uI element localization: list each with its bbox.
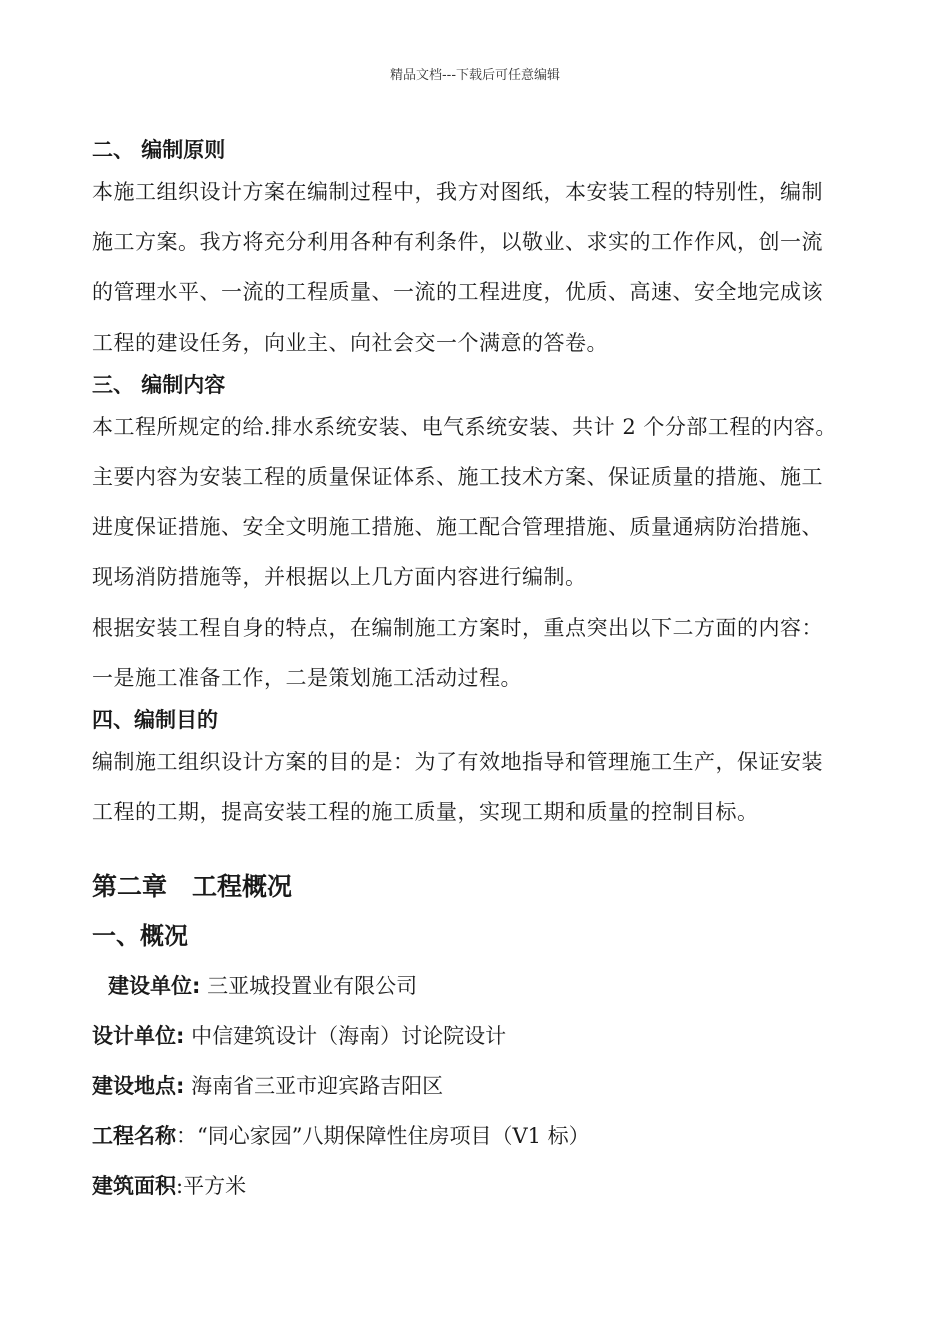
- info-value: 三亚城投置业有限公司: [200, 974, 418, 999]
- info-key: 建设单位:: [108, 974, 201, 999]
- paragraph-line: 根据安装工程自身的特点，在编制施工方案时，重点突出以下二方面的内容：: [92, 615, 823, 640]
- info-value: ：“同心家园”八期保障性住房项目（V1 标）: [176, 1124, 590, 1149]
- chapter-title: 第二章 工程概况: [92, 872, 293, 902]
- paragraph-line: 编制施工组织设计方案的目的是：为了有效地指导和管理施工生产，保证安装: [92, 750, 823, 775]
- paragraph-line: 本施工组织设计方案在编制过程中，我方对图纸，本安装工程的特别性，编制: [92, 180, 823, 204]
- info-key: 设计单位:: [92, 1024, 185, 1049]
- info-row-location: [92, 1061, 862, 1111]
- paragraph-line: 工程的工期，提高安装工程的施工质量，实现工期和质量的控制目标。: [92, 800, 759, 825]
- info-key: 工程名称: [92, 1124, 176, 1149]
- paragraph-line: 现场消防措施等，并根据以上几方面内容进行编制。: [92, 565, 587, 590]
- info-value: 中信建筑设计（海南）讨论院设计: [184, 1024, 507, 1049]
- paragraph-line: 主要内容为安装工程的质量保证体系、施工技术方案、保证质量的措施、施工: [92, 465, 823, 490]
- section-title-content: 三、 编制内容: [92, 372, 226, 397]
- document-body: [92, 133, 862, 1211]
- info-value: 海南省三亚市迎宾路吉阳区: [184, 1074, 444, 1099]
- info-row-project-name: [92, 1111, 862, 1161]
- paragraph-line: 的管理水平、一流的工程质量、一流的工程进度，优质、高速、安全地完成该: [92, 280, 823, 305]
- paragraph-line: 工程的建设任务，向业主、向社会交一个满意的答卷。: [92, 330, 608, 355]
- section-title-purpose: 四、编制目的: [92, 708, 218, 733]
- overview-title: 一、概况: [92, 922, 188, 951]
- paragraph-line: 进度保证措施、安全文明施工措施、施工配合管理措施、质量通病防治措施、: [92, 515, 823, 540]
- page-header: 精品文档---下载后可任意编辑: [389, 68, 561, 83]
- info-key: 建设地点:: [92, 1074, 185, 1099]
- info-row-designer: [92, 1011, 862, 1061]
- info-row-floor-area: [92, 1161, 862, 1211]
- info-key: 建筑面积: [92, 1174, 176, 1199]
- section-title-principles: 二、 编制原则: [92, 138, 226, 162]
- info-row-developer: [92, 961, 862, 1011]
- paragraph-line: 施工方案。我方将充分利用各种有利条件，以敬业、求实的工作作风，创一流: [92, 230, 823, 255]
- paragraph-line: 一是施工准备工作，二是策划施工活动过程。: [92, 665, 522, 690]
- paragraph-line: 本工程所规定的给.排水系统安装、电气系统安装、共计 2 个分部工程的内容。: [92, 414, 837, 439]
- info-value: :平方米: [176, 1174, 247, 1199]
